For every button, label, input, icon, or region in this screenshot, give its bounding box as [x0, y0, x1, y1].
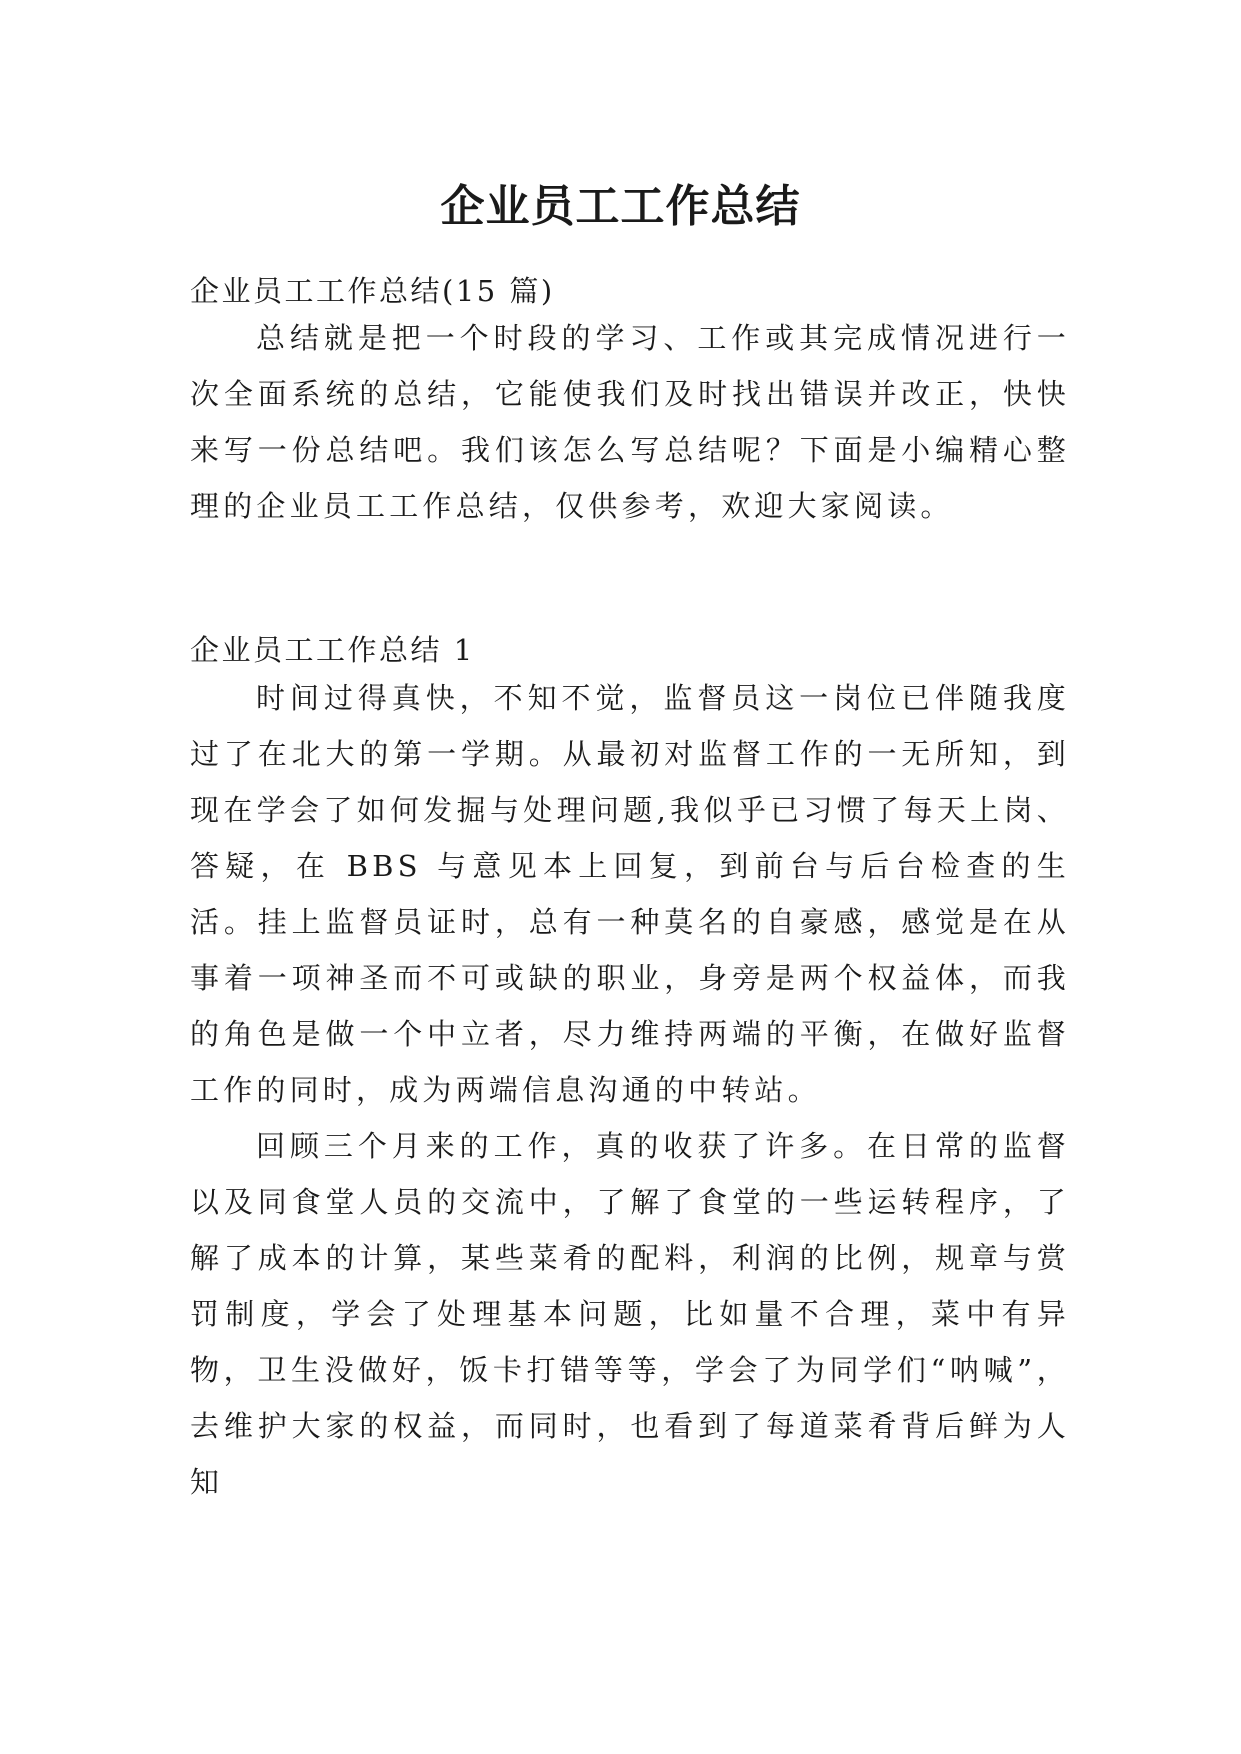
intro-paragraph: 总结就是把一个时段的学习、工作或其完成情况进行一次全面系统的总结，它能使我们及时找出错误并改正，快快来写一份总结吧。我们该怎么写总结呢？下面是小编精心整理的企业员工工作总结，仅供参考，欢迎大家阅读。	[190, 321, 1070, 523]
section-1-paragraph-1: 时间过得真快，不知不觉，监督员这一岗位已伴随我度过了在北大的第一学期。从最初对监督工作的一无所知，到现在学会了如何发掘与处理问题,我似乎已习惯了每天上岗、答疑，在 BBS 与意见本上回复，到前台与后台检查的生活。挂上监督员证时，总有一种莫名的自豪感，感觉是在从事着一项神圣而不可或缺的职业，身旁是两个权益体，而我的角色是做一个中立者，尽力维持两端的平衡，在做好监督工作的同时，成为两端信息沟通的中转站。	[190, 681, 1070, 1107]
section-1-paragraph-2: 回顾三个月来的工作，真的收获了许多。在日常的监督以及同食堂人员的交流中，了解了食堂的一些运转程序，了解了成本的计算，某些菜肴的配料，利润的比例，规章与赏罚制度，学会了处理基本问题，比如量不合理，菜中有异物，卫生没做好，饭卡打错等等，学会了为同学们“呐喊”，去维护大家的权益，而同时，也看到了每道菜肴背后鲜为人知	[190, 1129, 1070, 1499]
section-1-heading: 企业员工工作总结 1	[190, 633, 475, 667]
document-title: 企业员工工作总结	[440, 181, 801, 233]
document-subtitle: 企业员工工作总结(15 篇)	[190, 274, 555, 308]
